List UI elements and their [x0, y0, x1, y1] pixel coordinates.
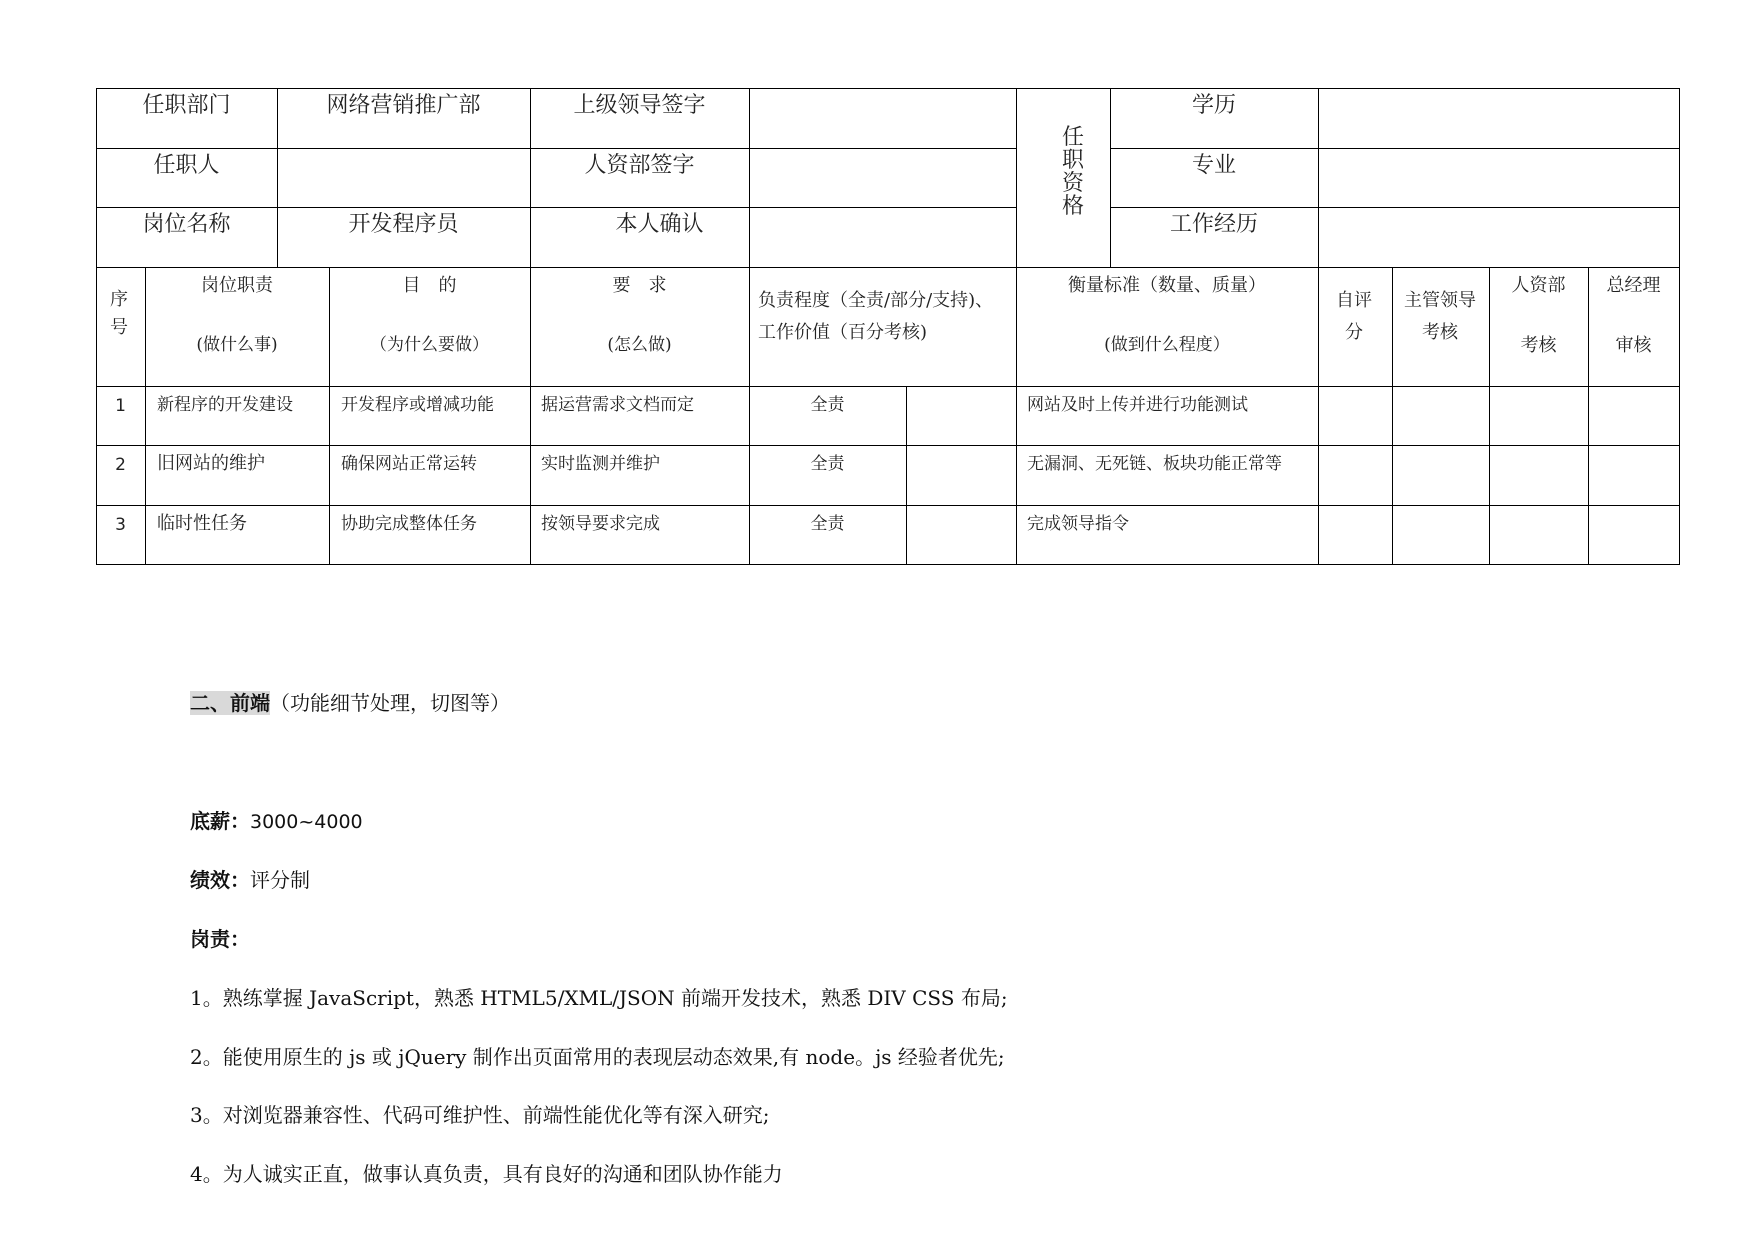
col-responsibility: 负责程度（全责/部分/支持)、工作价值（百分考核) [758, 290, 994, 343]
experience-field[interactable] [1318, 207, 1679, 267]
hr-sign-field[interactable] [749, 148, 1016, 207]
section-heading [190, 687, 510, 716]
col-self-eval: 自评分 [1336, 290, 1372, 343]
section-title-note: （功能细节处理，切图等） [270, 691, 510, 715]
row-responsibility: 全责 [810, 395, 845, 415]
row-requirement: 按领导要求完成 [541, 514, 660, 534]
table-rule [96, 505, 1679, 506]
table-rule [1392, 267, 1393, 565]
row-seq: 1 [115, 396, 126, 416]
confirm-field[interactable] [749, 207, 1016, 267]
table-rule [1588, 267, 1589, 565]
row-responsibility: 全责 [810, 454, 845, 474]
row-purpose: 开发程序或增减功能 [341, 395, 494, 415]
duty-item: 4。为人诚实正直，做事认真负责，具有良好的沟通和团队协作能力 [190, 1162, 783, 1186]
col-purpose-sub: （为什么要做） [370, 335, 489, 355]
table-rule [329, 267, 330, 565]
salary-value: 3000~4000 [250, 811, 363, 833]
salary-label: 底薪： [190, 809, 250, 833]
table-rule [145, 267, 146, 565]
col-standard-sub: (做到什么程度） [1104, 335, 1230, 355]
row-duty: 旧网站的维护 [157, 453, 265, 474]
hr-sign-label: 人资部签字 [584, 153, 695, 178]
row-standard: 网站及时上传并进行功能测试 [1027, 395, 1248, 415]
row-purpose: 协助完成整体任务 [341, 514, 477, 534]
experience-label: 工作经历 [1169, 212, 1258, 237]
row-standard: 无漏洞、无死链、板块功能正常等 [1027, 454, 1282, 474]
row-standard: 完成领导指令 [1027, 514, 1129, 534]
col-seq: 序号 [110, 289, 128, 338]
col-standard: 衡量标准（数量、质量） [1068, 275, 1266, 296]
confirm-label: 本人确认 [615, 212, 704, 237]
table-rule [1016, 88, 1017, 565]
row-requirement: 据运营需求文档而定 [541, 395, 694, 415]
row-duty: 临时性任务 [157, 513, 247, 534]
col-hr-eval-bottom: 考核 [1520, 335, 1557, 356]
position-value: 开发程序员 [348, 212, 459, 237]
col-gm-bottom: 审核 [1615, 335, 1652, 356]
table-rule [906, 386, 907, 565]
dept-label: 任职部门 [142, 93, 231, 118]
col-requirement: 要 求 [612, 275, 667, 296]
dept-value: 网络营销推广部 [326, 93, 481, 118]
duty-item: 2。能使用原生的 js 或 jQuery 制作出页面常用的表现层动态效果,有 node。js 经验者优先; [190, 1045, 1005, 1069]
row-duty: 新程序的开发建设 [157, 395, 293, 415]
row-purpose: 确保网站正常运转 [341, 454, 477, 474]
table-border-right [1679, 88, 1680, 565]
col-manager-eval: 主管领导考核 [1404, 290, 1476, 343]
table-border-bottom [96, 564, 1679, 565]
col-duty: 岗位职责 [201, 275, 273, 296]
duties-label: 岗责： [190, 927, 250, 951]
table-rule [1489, 267, 1490, 565]
person-field[interactable] [277, 148, 530, 207]
section-title: 二、前端 [190, 691, 270, 715]
position-label: 岗位名称 [142, 212, 231, 237]
performance-line [190, 864, 310, 893]
performance-label: 绩效： [190, 868, 250, 892]
row-responsibility: 全责 [810, 514, 845, 534]
education-label: 学历 [1191, 93, 1236, 118]
duty-item: 1。熟练掌握 JavaScript，熟悉 HTML5/XML/JSON 前端开发技术，熟悉 DIV CSS 布局; [190, 986, 1008, 1010]
row-seq: 3 [115, 515, 126, 535]
education-field[interactable] [1318, 88, 1679, 148]
col-requirement-sub: (怎么做) [607, 335, 672, 355]
col-hr-eval-top: 人资部 [1511, 275, 1566, 296]
col-purpose: 目 的 [402, 275, 457, 296]
duty-item: 3。对浏览器兼容性、代码可维护性、前端性能优化等有深入研究; [190, 1103, 770, 1127]
table-rule [96, 445, 1679, 446]
row-seq: 2 [115, 455, 126, 475]
performance-value: 评分制 [250, 868, 310, 892]
col-gm-top: 总经理 [1606, 275, 1661, 296]
major-label: 专业 [1191, 153, 1236, 178]
major-field[interactable] [1318, 148, 1679, 207]
col-duty-sub: (做什么事) [196, 335, 278, 355]
leader-sign-label: 上级领导签字 [573, 93, 706, 118]
row-requirement: 实时监测并维护 [541, 454, 660, 474]
table-rule [96, 267, 1679, 268]
qualification-label: 任职资格 [1061, 125, 1084, 220]
person-label: 任职人 [153, 153, 220, 178]
salary-line [190, 805, 363, 834]
leader-sign-field[interactable] [749, 88, 1016, 148]
table-rule [96, 386, 1679, 387]
